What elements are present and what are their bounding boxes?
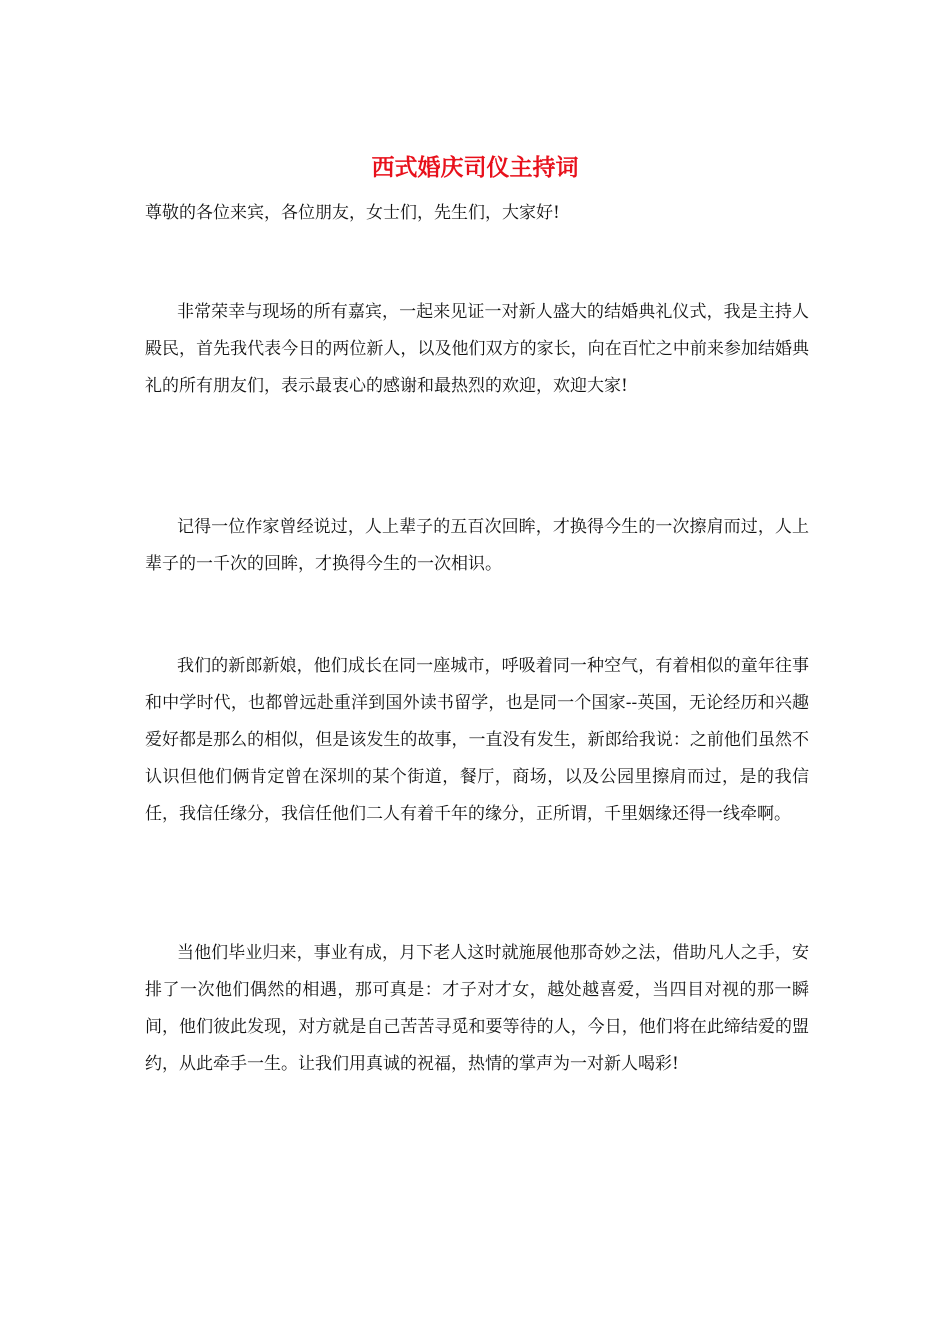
document-title: 西式婚庆司仪主持词 [371,154,579,181]
paragraph-4: 当他们毕业归来，事业有成，月下老人这时就施展他那奇妙之法，借助凡人之手，安排了一次他们偶然的相遇，那可真是：才子对才女，越处越喜爱，当四目对视的那一瞬间，他们彼此发现，对方就是自己苦苦寻觅和要等待的人，今日，他们将在此缔结爱的盟约，从此牵手一生。让我们用真诚的祝福，热情的掌声为一对新人喝彩! [145,943,809,1074]
paragraph-3: 我们的新郎新娘，他们成长在同一座城市，呼吸着同一种空气，有着相似的童年往事和中学时代，也都曾远赴重洋到国外读书留学，也是同一个国家--英国，无论经历和兴趣爱好都是那么的相似，但是该发生的故事，一直没有发生，新郎给我说：之前他们虽然不认识但他们俩肯定曾在深圳的某个街道，餐厅，商场，以及公园里擦肩而过，是的我信任，我信任缘分，我信任他们二人有着千年的缘分，正所谓，千里姻缘还得一线牵啊。 [145,656,809,824]
paragraph-2: 记得一位作家曾经说过，人上辈子的五百次回眸，才换得今生的一次擦肩而过，人上辈子的一千次的回眸，才换得今生的一次相识。 [145,517,809,574]
paragraph-1: 非常荣幸与现场的所有嘉宾，一起来见证一对新人盛大的结婚典礼仪式，我是主持人殿民，首先我代表今日的两位新人，以及他们双方的家长，向在百忙之中前来参加结婚典礼的所有朋友们，表示最衷心的感谢和最热烈的欢迎，欢迎大家! [145,302,809,396]
greeting-line: 尊敬的各位来宾，各位朋友，女士们，先生们，大家好! [145,203,560,223]
